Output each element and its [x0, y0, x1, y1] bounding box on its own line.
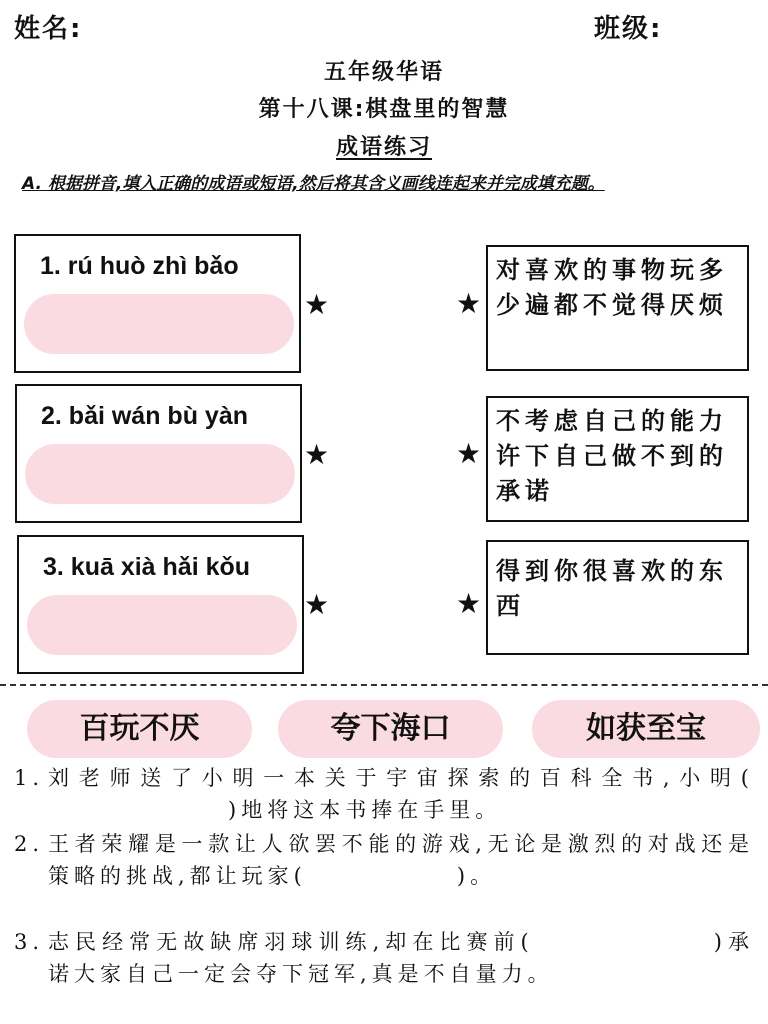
star-right-1[interactable]: ★ — [456, 287, 482, 320]
star-right-2[interactable]: ★ — [456, 437, 482, 470]
word-bank-item-2: 夸下海口 — [278, 700, 503, 758]
sentence-1-before: 刘老师送了小明一本关于宇宙探索的百科全书,小明( — [48, 766, 754, 790]
sentence-body-1 — [14, 762, 754, 826]
sentence-3 — [14, 926, 754, 990]
question-pinyin-2: 2. bǎi wán bù yàn — [41, 402, 248, 430]
star-left-3[interactable]: ★ — [304, 588, 330, 621]
name-label: 姓名: — [14, 14, 83, 44]
sentence-number-1: 1. — [14, 766, 45, 790]
sentence-number-3: 3. — [14, 930, 45, 954]
dashed-divider — [0, 684, 768, 686]
meaning-box-1: 对喜欢的事物玩多少遍都不觉得厌烦 — [486, 245, 749, 371]
question-box-3 — [17, 535, 304, 674]
sentence-number-2: 2. — [14, 832, 45, 856]
sentence-2 — [14, 828, 754, 892]
word-bank-item-3: 如获至宝 — [532, 700, 760, 758]
section-title-text: 成语练习 — [335, 135, 432, 160]
section-title — [0, 130, 768, 161]
sentence-2-after: )。 — [456, 864, 497, 888]
meaning-box-3: 得到你很喜欢的东西 — [486, 540, 749, 655]
sentence-1-after: )地将这本书捧在手里。 — [228, 798, 502, 822]
class-label: 班级: — [594, 14, 663, 44]
word-bank-item-1: 百玩不厌 — [27, 700, 252, 758]
grade-title: 五年级华语 — [323, 60, 444, 85]
question-box-2 — [15, 384, 302, 523]
lesson-title: 第十八课:棋盘里的智慧 — [258, 97, 510, 122]
meaning-box-2: 不考虑自己的能力许下自己做不到的承诺 — [486, 396, 749, 522]
star-left-2[interactable]: ★ — [304, 438, 330, 471]
sentence-3-after: )承诺大家自己一定会夺下冠军,真是不自量力。 — [48, 930, 754, 986]
sentence-body-3 — [14, 926, 754, 990]
question-box-1 — [14, 234, 301, 373]
sentence-1 — [14, 762, 754, 826]
instruction-text: A. 根据拼音,填入正确的成语或短语,然后将其含义画线连起来并完成填充题。 — [22, 174, 605, 194]
star-left-1[interactable]: ★ — [304, 288, 330, 321]
star-right-3[interactable]: ★ — [456, 587, 482, 620]
sentence-2-before: 王者荣耀是一款让人欲罢不能的游戏,无论是激烈的对战还是策略的挑战,都让玩家( — [48, 832, 754, 888]
sentence-3-before: 志民经常无故缺席羽球训练,却在比赛前( — [48, 930, 534, 954]
answer-pill-2[interactable] — [25, 444, 295, 504]
question-pinyin-1: 1. rú huò zhì bǎo — [40, 252, 239, 280]
answer-pill-3[interactable] — [27, 595, 297, 655]
sentence-body-2 — [14, 828, 754, 892]
question-pinyin-3: 3. kuā xià hǎi kǒu — [43, 553, 251, 581]
answer-pill-1[interactable] — [24, 294, 294, 354]
